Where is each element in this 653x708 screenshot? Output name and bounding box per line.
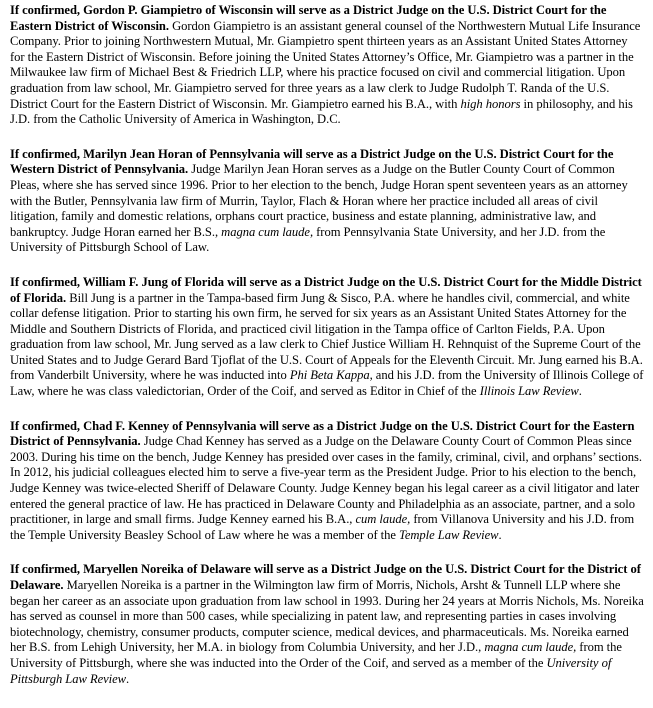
- nominee-paragraph-jung: [10, 275, 644, 400]
- nominee-heading: If confirmed, William F. Jung of Florida will serve as a District Judge on the U.S. District Court for the Middle District of Florida.: [10, 274, 642, 305]
- nominee-bio-text: .: [498, 527, 502, 542]
- nominee-bio-text: and his J.D. from the University of Illinois College of Law, where he was class valedictorian, Order of the Coif, and served as Editor in Chief of the: [10, 368, 644, 399]
- nominee-bio-emphasis: Illinois Law Review: [479, 384, 579, 399]
- nominee-bio-emphasis: University of Pittsburgh Law Review: [10, 655, 612, 686]
- nominee-bio-text: Bill Jung is a partner in the Tampa-based firm Jung & Sisco, P.A. where he handles civil, commercial, and white collar defense litigation. Prior to starting his own firm, he served for six years as an Assistant United States Attorney for the Middle and Southern Districts of Florida, and practiced civil litigation in the Tampa office of Carlton Fields, P.A. Upon graduation from law school, Mr. Jung served as a law clerk to Chief Justice William H. Rehnquist of the Supreme Court of the United States and to Judge Gerard Bard Tjoflat of the U.S. Court of Appeals for the Eleventh Circuit. Mr. Jung earned his B.A. from Vanderbilt University, where he was inducted into: [10, 290, 643, 383]
- nominee-heading: If confirmed, Maryellen Noreika of Delaware will serve as a District Judge on the U.S. District Court for the District of Delaware.: [10, 562, 641, 592]
- nominee-paragraph-kenney: [10, 419, 644, 544]
- nominee-heading: If confirmed, Gordon P. Giampietro of Wisconsin will serve as a District Judge on the U.S. District Court for the Eastern District of Wisconsin.: [10, 3, 607, 33]
- nominee-bio-text: in philosophy, and his J.D. from the Catholic University of America in Washington, D.C.: [10, 96, 633, 127]
- nominee-heading: If confirmed, Marilyn Jean Horan of Pennsylvania will serve as a District Judge on the U.S. District Court for the Western District of Pennsylvania.: [10, 146, 614, 177]
- nominee-paragraph-horan: [10, 147, 644, 256]
- nominee-bio-text: .: [578, 384, 582, 399]
- nominee-bio-emphasis: Phi Beta Kappa,: [289, 368, 373, 383]
- nominee-bio-text: Maryellen Noreika is a partner in the Wilmington law firm of Morris, Nichols, Arsht & Tunnell LLP where she began her career as an associate upon graduation from law school in 1993. During her 24 years at Morris Nichols, Ms. Noreika has served as counsel in more than 500 cases, while specializing in patent law, and representing parties in cases involving biotechnology, chemistry, consumer products, computer science, medical devices, and pharmaceuticals. Ms. Noreika earned her B.S. from Lehigh University, her M.A. in biology from Columbia University, and her J.D.,: [10, 578, 644, 655]
- nominee-bio-emphasis: high honors: [460, 96, 521, 111]
- nominee-paragraph-giampietro: [10, 3, 644, 128]
- nominee-bio-emphasis: magna cum laude,: [221, 224, 314, 239]
- nominee-bio-text: from Villanova University and his J.D. from the Temple University Beasley School of Law where he was a member of the: [10, 512, 635, 542]
- nominee-bio-text: Judge Chad Kenney has served as a Judge on the Delaware County Court of Common Pleas since 2003. During his time on the bench, Judge Kenney has presided over cases in the family, criminal, civil, and orphans’ sections. In 2012, his judicial colleagues elected him to serve a five-year term as the President Judge. Prior to his election to the bench, Judge Kenney was twice-elected Sheriff of Delaware County. Judge Kenney began his legal career as a civil litigator and later entered the general practice of law. He has practiced in Delaware County and Philadelphia as an associate, partner, and a solo practitioner, in large and small firms. Judge Kenney earned his B.A.,: [10, 434, 642, 527]
- nominee-paragraph-noreika: [10, 562, 644, 687]
- nominee-bio-text: Judge Marilyn Jean Horan serves as a Judge on the Butler County Court of Common Pleas, where she has served since 1996. Prior to her election to the bench, Judge Horan spent seventeen years as an attorney with the Butler, Pennsylvania law firm of Murrin, Taylor, Flach & Horan where her practice included all areas of civil litigation, family and domestic relations, orphans court practice, business and estate planning, administrative law, and bankruptcy. Judge Horan earned her B.S.,: [10, 162, 628, 239]
- nominee-bio-emphasis: magna cum laude,: [484, 640, 577, 655]
- nominee-bio-emphasis: cum laude,: [355, 512, 411, 527]
- nominee-bio-text: .: [126, 671, 130, 686]
- nominee-bio-emphasis: Temple Law Review: [399, 527, 499, 542]
- nominee-bio-text: from Pennsylvania State University, and her J.D. from the University of Pittsburgh School of Law.: [10, 224, 606, 255]
- nominee-bio-text: from the University of Pittsburgh, where she was inducted into the Order of the Coif, and served as a member of the: [10, 640, 622, 670]
- nominee-bio-text: Gordon Giampietro is an assistant general counsel of the Northwestern Mutual Life Insurance Company. Prior to joining Northwestern Mutual, Mr. Giampietro spent thirteen years as an Assistant United States Attorney for the Eastern District of Wisconsin. Before joining the United States Attorney’s Office, Mr. Giampietro was a partner in the Milwaukee law firm of Michael Best & Friedrich LLP, where his practice focused on civil and commercial litigation. Upon graduation from law school, Mr. Giampietro served for three years as a law clerk to Judge Rudolph T. Randa of the U.S. District Court for the Eastern District of Wisconsin. Mr. Giampietro earned his B.A., with: [10, 18, 641, 111]
- nominee-heading: If confirmed, Chad F. Kenney of Pennsylvania will serve as a District Judge on the U.S. District Court for the Eastern District of Pennsylvania.: [10, 418, 635, 449]
